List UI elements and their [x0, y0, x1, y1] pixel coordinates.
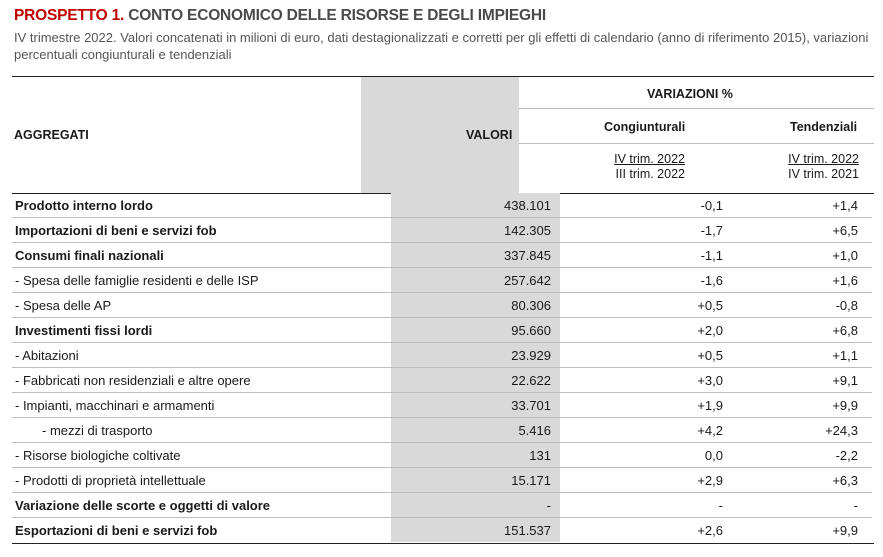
row-congiunturale: +0,5: [560, 343, 725, 368]
row-congiunturale: 0,0: [560, 443, 725, 468]
row-name: - Prodotti di proprietà intellettuale: [12, 468, 391, 493]
header-tendenziali: Tendenziali: [790, 120, 858, 134]
header-congiunturali: Congiunturali: [604, 120, 686, 134]
row-value: 142.305: [391, 218, 560, 243]
table-row: [12, 518, 872, 543]
row-congiunturale: +1,9: [560, 393, 725, 418]
row-name: - Abitazioni: [12, 343, 391, 368]
row-name: Importazioni di beni e servizi fob: [12, 218, 391, 243]
cong-period-den: III trim. 2022: [615, 167, 685, 181]
row-name: Esportazioni di beni e servizi fob: [15, 522, 218, 538]
row-value: 5.416: [391, 418, 560, 443]
table-row: [12, 493, 872, 518]
row-tendenziale: +24,3: [725, 418, 872, 443]
title-text: CONTO ECONOMICO DELLE RISORSE E DEGLI IMPIEGHI: [128, 7, 546, 24]
row-tendenziale: +9,1: [725, 368, 872, 393]
row-tendenziale: +6,3: [725, 468, 872, 493]
row-tendenziale: +9,9: [832, 522, 858, 538]
table-bottom-rule: [12, 543, 874, 544]
row-value: 33.701: [391, 393, 560, 418]
subheader-rule: [519, 143, 874, 144]
row-value: 22.622: [391, 368, 560, 393]
table-row: [12, 418, 872, 443]
row-tendenziale: +6,8: [725, 318, 872, 343]
row-congiunturale: +4,2: [560, 418, 725, 443]
table-row: [12, 218, 872, 243]
table-row: [12, 243, 872, 268]
row-value: 15.171: [391, 468, 560, 493]
header-variazioni: VARIAZIONI %: [647, 87, 733, 101]
table-row: [12, 343, 872, 368]
row-value: 337.845: [391, 243, 560, 268]
row-value: 95.660: [391, 318, 560, 343]
table-row: [12, 293, 872, 318]
row-value: 131: [391, 443, 560, 468]
row-name: - Risorse biologiche coltivate: [12, 443, 391, 468]
row-name: Variazione delle scorte e oggetti di valore: [12, 493, 391, 518]
row-congiunturale: -0,1: [560, 193, 725, 218]
row-congiunturale: +2,6: [697, 522, 723, 538]
row-congiunturale: +2,9: [560, 468, 725, 493]
tend-period: [773, 152, 859, 182]
header-aggregati: AGGREGATI: [14, 128, 89, 142]
row-congiunturale: +3,0: [560, 368, 725, 393]
row-congiunturale: -: [560, 493, 725, 518]
row-congiunturale: -1,7: [560, 218, 725, 243]
row-tendenziale: +9,9: [725, 393, 872, 418]
page-title: [14, 7, 546, 25]
cong-period: [600, 152, 685, 182]
row-name: Investimenti fissi lordi: [12, 318, 391, 343]
row-congiunturale: -1,1: [560, 243, 725, 268]
title-label: PROSPETTO 1.: [14, 7, 125, 24]
row-value: 151.537: [391, 518, 560, 543]
top-rule: [12, 76, 874, 77]
row-tendenziale: +1,4: [725, 193, 872, 218]
row-name: - mezzi di trasporto: [12, 418, 391, 443]
table-row: [12, 443, 872, 468]
row-tendenziale: +1,6: [725, 268, 872, 293]
row-tendenziale: -0,8: [725, 293, 872, 318]
variazioni-rule: [519, 108, 874, 109]
row-value: 438.101: [391, 193, 560, 218]
row-congiunturale: -1,6: [560, 268, 725, 293]
row-tendenziale: -: [725, 493, 872, 518]
row-congiunturale: +2,0: [560, 318, 725, 343]
tend-period-num: IV trim. 2022: [788, 152, 859, 166]
tend-period-den: IV trim. 2021: [788, 167, 859, 181]
row-congiunturale: +0,5: [560, 293, 725, 318]
row-value: 23.929: [391, 343, 560, 368]
row-name: Prodotto interno lordo: [12, 193, 391, 218]
subtitle: IV trimestre 2022. Valori concatenati in milioni di euro, dati destagionalizzati e corretti per gli effetti di calendario (anno di riferimento 2015), variazioni percentuali congiunturali e tendenziali: [14, 30, 869, 62]
table-row: [12, 468, 872, 493]
row-name: - Spesa delle AP: [12, 293, 391, 318]
row-value: -: [391, 493, 560, 518]
row-name: Consumi finali nazionali: [12, 243, 391, 268]
row-tendenziale: +1,0: [725, 243, 872, 268]
row-name: - Spesa delle famiglie residenti e delle ISP: [12, 268, 391, 293]
row-tendenziale: +1,1: [725, 343, 872, 368]
row-value: 257.642: [391, 268, 560, 293]
table-row: [12, 318, 872, 343]
cong-period-num: IV trim. 2022: [614, 152, 685, 166]
table-row: [12, 193, 872, 218]
row-name: - Impianti, macchinari e armamenti: [12, 393, 391, 418]
row-tendenziale: +6,5: [725, 218, 872, 243]
row-name: - Fabbricati non residenziali e altre opere: [12, 368, 391, 393]
table-row: [12, 368, 872, 393]
row-tendenziale: -2,2: [725, 443, 872, 468]
row-value: 80.306: [391, 293, 560, 318]
data-table: [12, 193, 872, 542]
header-valori: VALORI: [466, 128, 513, 142]
table-row: [12, 268, 872, 293]
table-row: [12, 393, 872, 418]
